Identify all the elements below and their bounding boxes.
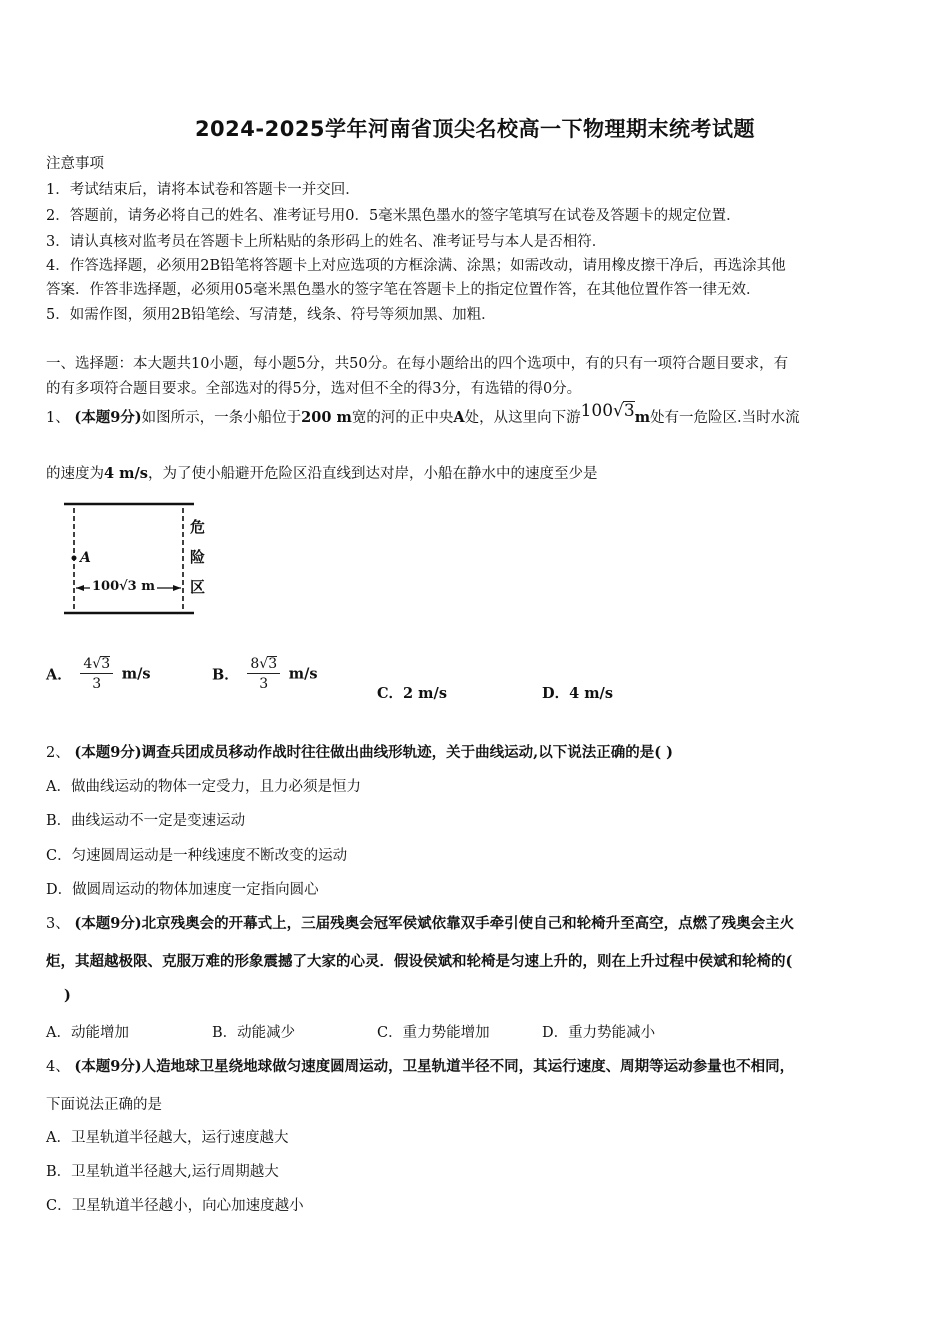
option-key: A．	[46, 666, 72, 684]
q4-option-a: A．卫星轨道半径越大，运行速度越大	[46, 1130, 289, 1146]
question-text: 调查兵团成员移动作战时往往做出曲线形轨迹，关于曲线运动,以下说法正确的是( )	[141, 744, 673, 761]
diagram-zone-char: 险	[190, 548, 206, 566]
question-text: 处有一危险区.当时水流	[650, 410, 800, 426]
distance-coefficient: 100	[580, 401, 614, 421]
option-key: B．	[212, 666, 239, 684]
diagram-label-a: A	[80, 550, 91, 566]
diagram-distance-label: 100√3 m	[92, 579, 156, 594]
notice-heading: 注意事项	[46, 156, 104, 172]
page-title: 2024-2025学年河南省顶尖名校高一下物理期末统考试题	[194, 117, 756, 141]
question-number: 1、	[46, 410, 70, 426]
q3-option-b: B．动能减少	[212, 1025, 296, 1041]
q2-option-b: B．曲线运动不一定是变速运动	[46, 813, 246, 829]
question-1-line1	[46, 401, 800, 427]
q3-option-d: D．重力势能减小	[542, 1025, 656, 1041]
q2-option-d: D．做圆周运动的物体加速度一定指向圆心	[46, 882, 319, 898]
river-diagram	[62, 500, 222, 620]
notice-item: 2．答题前，请务必将自己的姓名、准考证号用0．5毫米黑色墨水的签字笔填写在试卷及答题卡的规定位置．	[46, 208, 741, 224]
question-score: (本题9分)	[74, 744, 142, 761]
distance-formula: 100√3	[580, 401, 635, 421]
section-instructions-line1: 一、选择题：本大题共10小题，每小题5分，共50分。在每小题给出的四个选项中，有的只有一项符合题目要求，有	[46, 356, 789, 372]
question-text: 宽的河的正中央	[351, 410, 454, 426]
question-number: 4、	[46, 1059, 70, 1075]
arrow-head-right	[173, 585, 181, 591]
q4-option-c: C．卫星轨道半径越小，向心加速度越小	[46, 1198, 304, 1214]
notice-item: 4．作答选择题，必须用2B铅笔将答题卡上对应选项的方框涂满、涂黑；如需改动，请用橡皮擦干净后，再选涂其他	[46, 258, 786, 274]
notice-item: 1．考试结束后，请将本试卷和答题卡一并交回．	[46, 182, 360, 198]
question-1-line2	[46, 462, 597, 483]
question-text: 的速度为	[46, 466, 104, 482]
q1-option-b	[212, 656, 318, 692]
question-3-line3: )	[64, 987, 71, 1004]
notice-item: 3．请认真核对监考员在答题卡上所粘贴的条形码上的姓名、准考证号与本人是否相符．	[46, 234, 607, 250]
point-label: A	[453, 409, 465, 426]
q3-option-c: C．重力势能增加	[377, 1025, 490, 1041]
q3-option-a: A．动能增加	[46, 1025, 129, 1041]
option-key: C．	[377, 685, 404, 702]
fraction-coef: 8	[250, 656, 260, 672]
section-instructions-line2: 的有多项符合题目要求。全部选对的得5分，选对但不全的得3分，有选错的得0分。	[46, 381, 582, 397]
fraction-radicand: 3	[268, 656, 278, 672]
question-4-line1	[46, 1055, 794, 1076]
question-text: 如图所示，一条小船位于	[141, 410, 302, 426]
q1-option-d	[542, 682, 613, 703]
q1-option-a	[46, 656, 151, 692]
question-3-line1	[46, 912, 794, 933]
point-a-marker	[72, 556, 77, 561]
question-number: 2、	[46, 745, 70, 761]
option-fraction: $\frac{8√3}{3}$	[247, 656, 280, 692]
option-fraction: $\frac{4√3}{3}$	[80, 656, 113, 692]
river-width: 200 m	[301, 409, 352, 426]
q4-option-b: B．卫星轨道半径越大,运行周期越大	[46, 1164, 279, 1180]
arrow-head-left	[76, 585, 84, 591]
option-text: 4 m/s	[569, 685, 614, 702]
option-key: D．	[542, 685, 570, 702]
q2-option-c: C．匀速圆周运动是一种线速度不断改变的运动	[46, 848, 348, 864]
fraction-denominator: 3	[259, 676, 269, 693]
question-score: (本题9分)	[74, 409, 142, 426]
question-score: (本题9分)	[74, 915, 142, 932]
question-2	[46, 741, 673, 762]
question-text: 处，从这里向下游	[464, 410, 581, 426]
distance-unit: m	[634, 409, 651, 426]
distance-radicand: 3	[623, 401, 635, 421]
notice-item: 5．如需作图，须用2B铅笔绘、写清楚，线条、符号等须加黑、加粗．	[46, 307, 496, 323]
q1-option-c	[377, 682, 447, 703]
diagram-zone-char: 区	[190, 578, 206, 596]
option-unit: m/s	[121, 665, 151, 683]
option-unit: m/s	[288, 665, 318, 683]
question-4-line2: 下面说法正确的是	[46, 1097, 162, 1113]
question-text: 人造地球卫星绕地球做匀速度圆周运动，卫星轨道半径不同，其运行速度、周期等运动参量也不相同，	[141, 1058, 795, 1075]
water-speed: 4 m/s	[104, 465, 148, 482]
question-text: 北京残奥会的开幕式上，三届残奥会冠军侯斌依靠双手牵引使自己和轮椅升至高空，点燃了残奥会主火	[141, 915, 795, 932]
notice-item: 答案．作答非选择题，必须用05毫米黑色墨水的签字笔在答题卡上的指定位置作答，在其他位置作答一律无效．	[46, 282, 761, 298]
question-score: (本题9分)	[74, 1058, 142, 1075]
question-number: 3、	[46, 916, 70, 932]
option-text: 2 m/s	[403, 685, 447, 702]
question-text: ，为了使小船避开危险区沿直线到达对岸，小船在静水中的速度至少是	[147, 466, 598, 482]
diagram-zone-char: 危	[190, 518, 206, 536]
question-3-line2: 炬，其超越极限、克服万难的形象震撼了大家的心灵．假设侯斌和轮椅是匀速上升的，则在上升过程中侯斌和轮椅的(	[46, 953, 793, 970]
fraction-denominator: 3	[92, 676, 102, 693]
q2-option-a: A．做曲线运动的物体一定受力，且力必须是恒力	[46, 779, 361, 795]
fraction-coef: 4	[83, 656, 93, 672]
fraction-radicand: 3	[101, 656, 111, 672]
